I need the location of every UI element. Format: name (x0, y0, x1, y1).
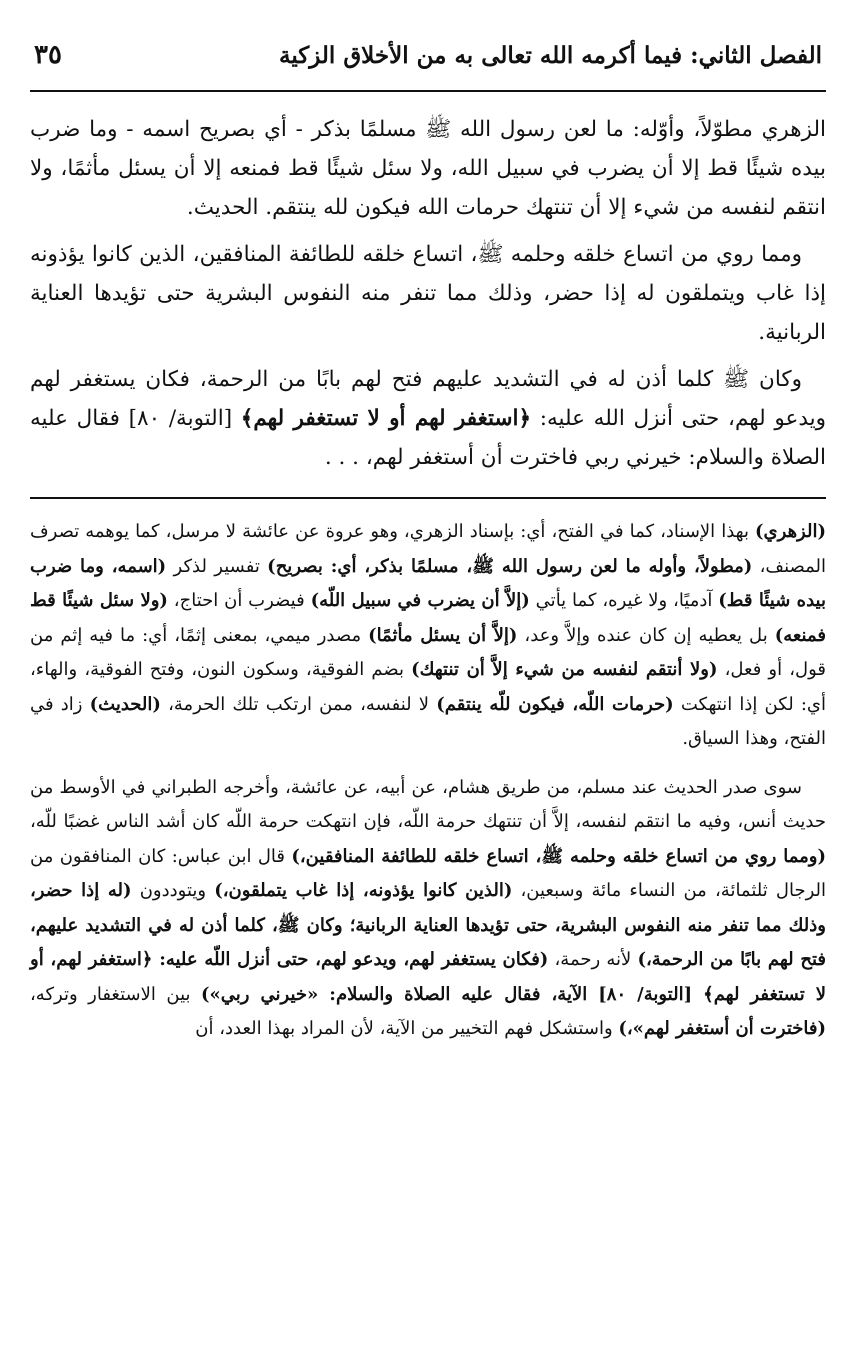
main-paragraph-text: [التوبة/ ٨٠] فقال عليه الصلاة والسلام: خيرني ربي فاخترت أن أستغفر لهم، . . . (30, 406, 826, 470)
main-text (30, 110, 826, 477)
commentary (30, 515, 826, 1047)
commentary-quoted-text: (الذين كانوا يؤذونه، إذا غاب يتملقون،) (214, 880, 513, 901)
commentary-text: بضم الفوقية، وسكون النون، وفتح الفوقية، والهاء، أي: لكن إذا انتهكت (30, 659, 826, 715)
commentary-quoted-text: (فكان يستغفر لهم، ويدعو لهم، حتى أنزل اللّه عليه: ﴿استغفر لهم، أو لا تستغفر لهم﴾ [التوبة/ ٨٠] الآية، فقال عليه الصلاة والسلام: «خيرني ربي») (30, 949, 827, 1005)
page-header (30, 40, 826, 92)
commentary-text: بهذا الإسناد، كما في الفتح، أي: بإسناد الزهري، وهو عروة عن عائشة لا مرسل، كما يوهمه تصرف المصنف، (30, 521, 827, 577)
main-paragraph-text: وكان ﷺ كلما أذن له في التشديد عليهم فتح لهم بابًا من الرحمة، فكان يستغفر لهم ويدعو لهم، حتى أنزل الله عليه: (30, 367, 826, 431)
commentary-text: لأنه رحمة، (548, 949, 638, 970)
commentary-text: سوى صدر الحديث عند مسلم، من طريق هشام، عن أبيه، عن عائشة، وأخرجه الطبراني في الأوسط من حديث أنس، وفيه ما انتقم لنفسه، إلاَّ أن تنتهك حرمة اللّه، فإن انتهكت حرمة اللّه كان أشد الناس غضبًا للّه، (30, 776, 826, 832)
commentary-text: قال ابن عباس: كان المنافقون من الرجال ثلثمائة، من النساء مائة وسبعين، (30, 845, 826, 901)
commentary-text: بل يعطيه إن كان عنده وإلاَّ وعد، (517, 624, 775, 646)
chapter-title: الفصل الثاني: فيما أكرمه الله تعالى به من الأخلاق الزكية (279, 42, 822, 69)
commentary-quoted-text: (الزهري) (755, 521, 826, 542)
commentary-quoted-text: (حرمات اللّه، فيكون للّه ينتقم) (436, 693, 674, 715)
commentary-text: بين الاستغفار وتركه، (30, 983, 202, 1005)
commentary-text: واستشكل فهم التخيير من الآية، لأن المراد بهذا العدد، أن (195, 1018, 619, 1039)
commentary-quoted-text: (فاخترت أن أستغفر لهم»،) (618, 1018, 826, 1039)
main-paragraph (30, 360, 826, 477)
commentary-text: مصدر ميمي، بمعنى إثمًا، أي: ما فيه إثم من قول، أو فعل، (30, 624, 826, 680)
commentary-paragraph (30, 771, 826, 1047)
commentary-quoted-text: (اسمه، وما ضرب بيده شيئًا قط) (30, 555, 826, 611)
commentary-text: تفسير لذكر (166, 555, 268, 577)
commentary-text: لا لنفسه، ممن ارتكب تلك الحرمة، (160, 693, 437, 715)
commentary-quoted-text: (إلاَّ أن يسئل مأثمًا) (368, 624, 518, 646)
commentary-paragraph (30, 515, 826, 757)
commentary-quoted-text: (الحديث) (89, 693, 161, 715)
commentary-text: زاد في الفتح، وهذا السياق. (30, 693, 826, 749)
commentary-quoted-text: (إلاَّ أن يضرب في سبيل اللّه) (310, 590, 530, 611)
commentary-text: آدميًا، ولا غيره، كما يأتي (529, 590, 719, 611)
commentary-quoted-text: (له إذا حضر، وذلك مما تنفر منه النفوس البشرية، حتى تؤيدها العناية الربانية؛ وكان ﷺ، كلما أذن له في التشديد عليهم، فتح لهم بابًا من الرحمة،) (30, 880, 826, 970)
commentary-text: فيضرب أن احتاج، (167, 590, 311, 611)
commentary-quoted-text: (مطولاً، وأوله ما لعن رسول الله ﷺ، مسلمًا بذكر، أي: بصريح) (267, 555, 753, 577)
commentary-quoted-text: (ولا سئل شيئًا قط فمنعه) (30, 590, 826, 646)
quran-quote: ﴿استغفر لهم أو لا تستغفر لهم﴾ (240, 406, 532, 431)
commentary-text: ويتوددون (131, 880, 215, 901)
commentary-quoted-text: (ومما روي من اتساع خلقه وحلمه ﷺ، اتساع خلقه للطائفة المنافقين،) (291, 845, 826, 867)
commentary-quoted-text: (ولا أنتقم لنفسه من شيء إلاَّ أن تنتهك) (411, 659, 718, 680)
main-paragraph: الزهري مطوّلاً، وأوّله: ما لعن رسول الله ﷺ مسلمًا بذكر - أي بصريح اسمه - وما ضرب بيده شيئًا قط إلا أن يضرب في سبيل الله، ولا سئل شيئًا قط فمنعه إلا أن يسئل مأثمًا، ولا انتقم لنفسه من شيء إلا أن تنتهك حرمات الله فيكون لله ينتقم. الحديث. (30, 117, 826, 220)
main-paragraph: ومما روي من اتساع خلقه وحلمه ﷺ، اتساع خلقه للطائفة المنافقين، الذين كانوا يؤذونه إذا غاب ويتملقون له إذا حضر، وذلك مما تنفر منه النفوس البشرية حتى تؤيدها العناية الربانية. (30, 242, 826, 345)
page-number: ٣٥ (34, 40, 62, 70)
footnote-divider (30, 497, 826, 499)
